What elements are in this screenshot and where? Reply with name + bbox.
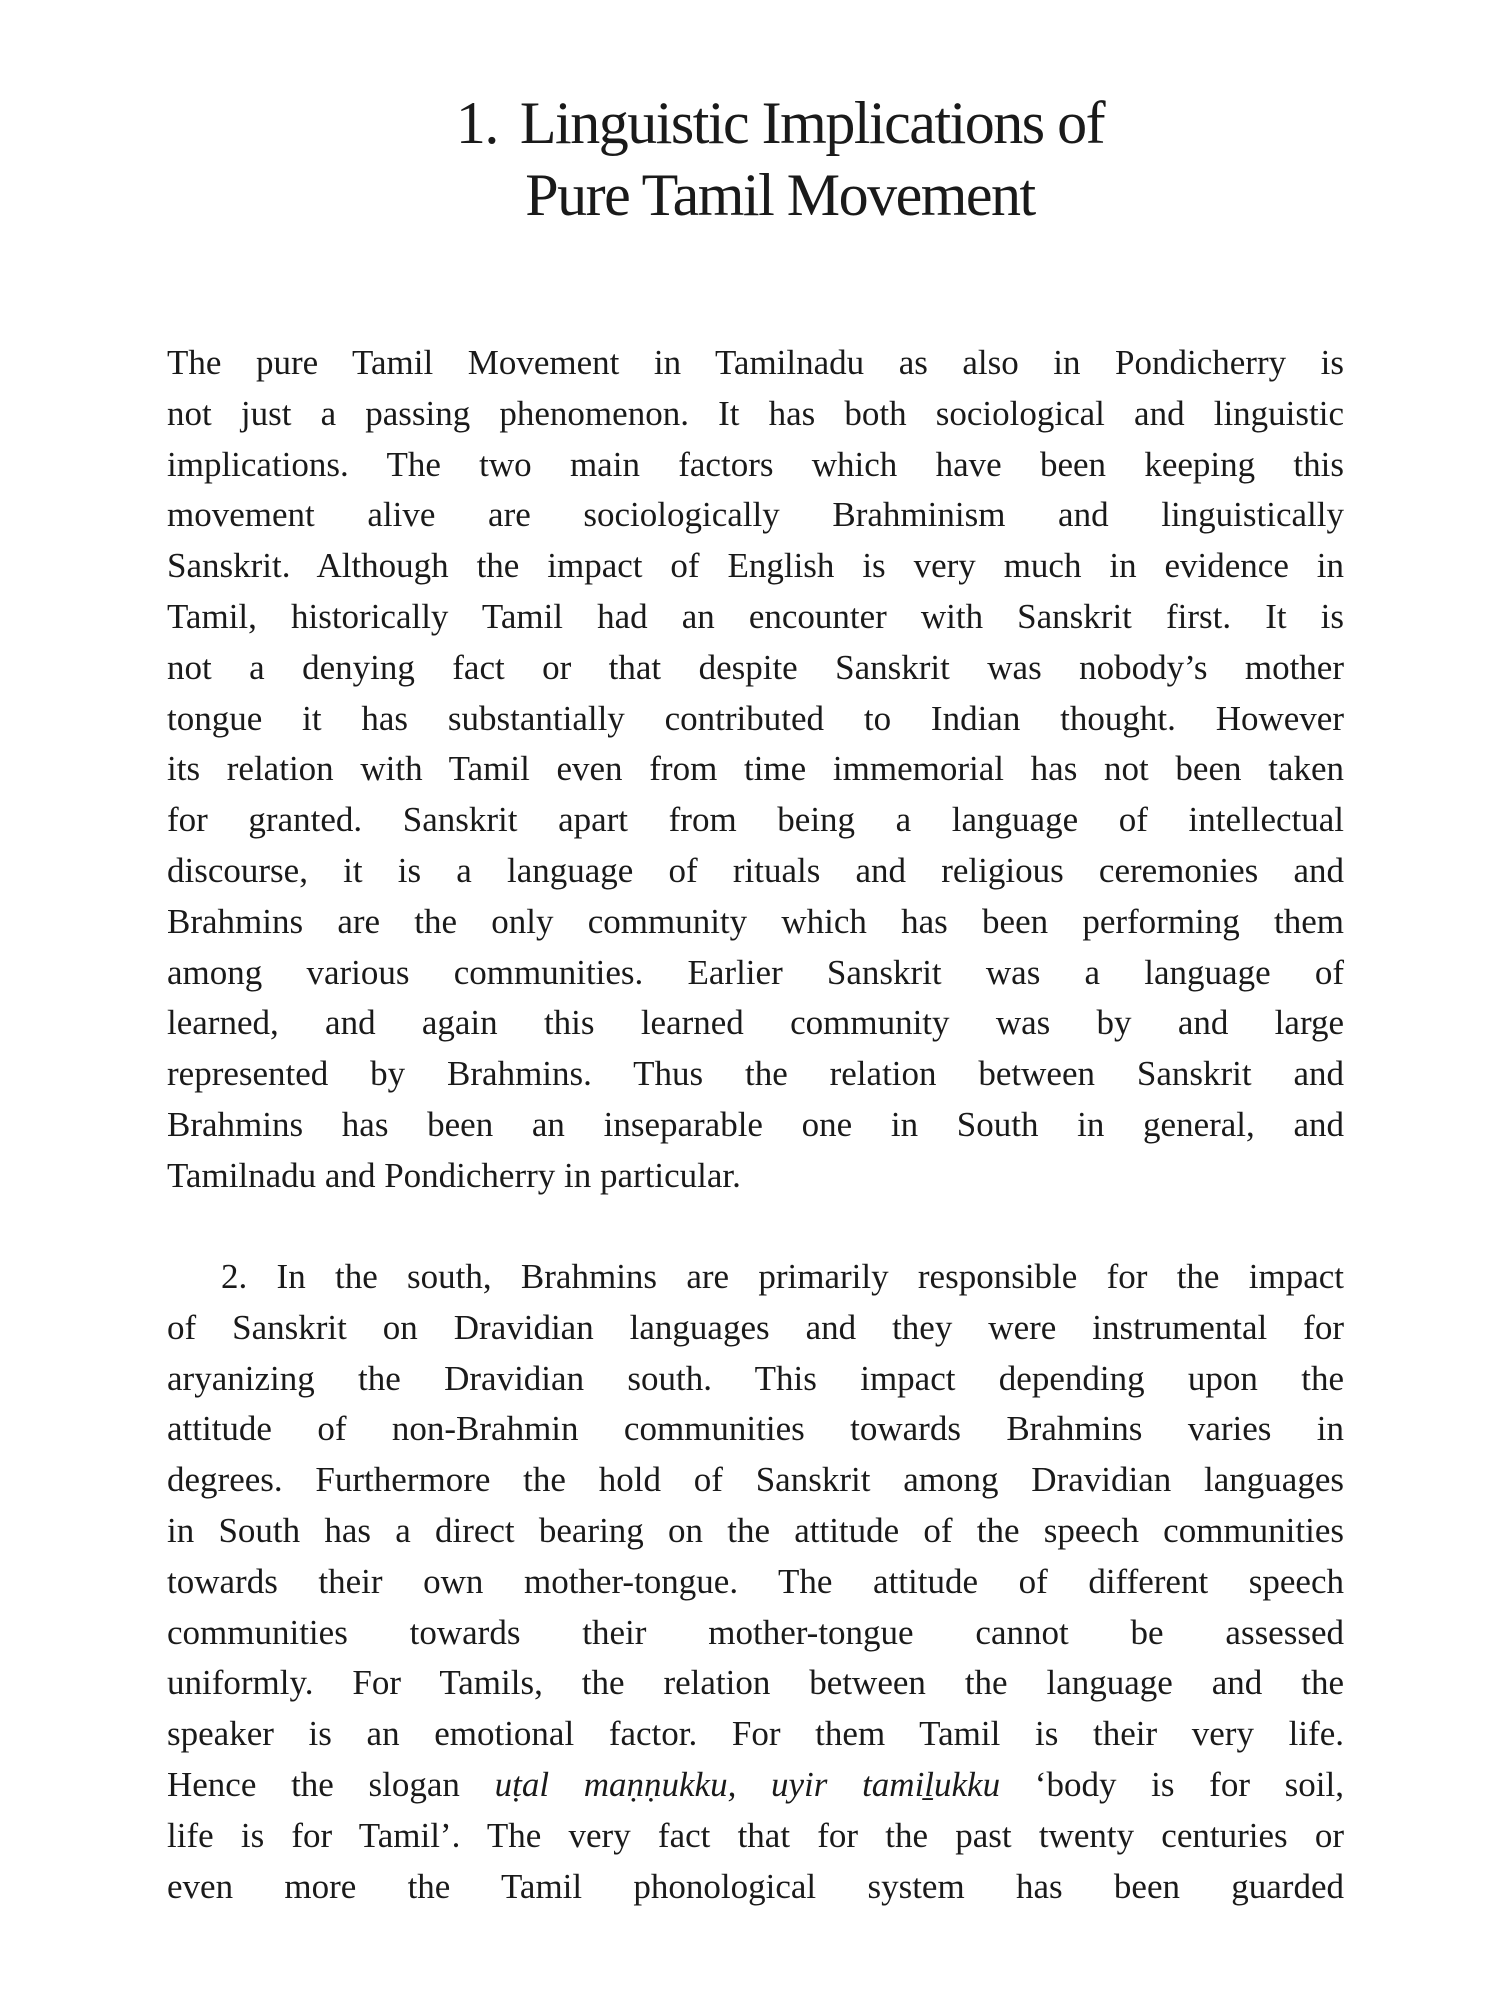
text-line xyxy=(167,1760,1344,1811)
text-line: towards their own mother-tongue. The attitude of different speech xyxy=(167,1561,1344,1601)
chapter-number: 1. xyxy=(455,90,498,156)
text-line: its relation with Tamil even from time immemorial has not been taken xyxy=(167,749,1344,789)
text-line: speaker is an emotional factor. For them Tamil is their very life. xyxy=(167,1714,1344,1754)
text-line: in South has a direct bearing on the attitude of the speech communities xyxy=(167,1510,1344,1550)
text-line: for granted. Sanskrit apart from being a language of intellectual xyxy=(167,800,1344,840)
paragraph-1 xyxy=(167,338,1344,1202)
text-line: not just a passing phenomenon. It has both sociological and linguistic xyxy=(167,393,1344,433)
text-line: aryanizing the Dravidian south. This impact depending upon the xyxy=(167,1358,1344,1398)
text-segment: ‘body is for soil, xyxy=(1000,1764,1344,1804)
text-line: Brahmins has been an inseparable one in South in general, and xyxy=(167,1104,1344,1144)
text-line: of Sanskrit on Dravidian languages and they were instrumental for xyxy=(167,1307,1344,1347)
text-line: learned, and again this learned community was by and large xyxy=(167,1003,1344,1043)
chapter-title-text: Linguistic Implications of xyxy=(519,90,1105,156)
text-line: Brahmins are the only community which has been performing them xyxy=(167,901,1344,941)
text-line: not a denying fact or that despite Sanskrit was nobody’s mother xyxy=(167,647,1344,687)
text-line: Sanskrit. Although the impact of English is very much in evidence in xyxy=(167,546,1344,586)
text-line: among various communities. Earlier Sanskrit was a language of xyxy=(167,952,1344,992)
text-line: Tamil, historically Tamil had an encounter with Sanskrit first. It is xyxy=(167,596,1344,636)
text-line: attitude of non-Brahmin communities towards Brahmins varies in xyxy=(167,1409,1344,1449)
italic-tamil-slogan: uṭal maṇṇukku, uyir tamiḻukku xyxy=(494,1764,1001,1804)
chapter-title-line-2: Pure Tamil Movement xyxy=(525,162,1035,228)
text-segment: Hence the slogan xyxy=(167,1764,495,1804)
text-line: 2. In the south, Brahmins are primarily responsible for the impact xyxy=(221,1257,1344,1296)
text-line: uniformly. For Tamils, the relation between the language and the xyxy=(167,1663,1344,1703)
text-line: discourse, it is a language of rituals and religious ceremonies and xyxy=(167,850,1344,890)
text-line: communities towards their mother-tongue cannot be assessed xyxy=(167,1612,1344,1652)
text-line: Tamilnadu and Pondicherry in particular. xyxy=(167,1155,741,1195)
text-line: life is for Tamil’. The very fact that for the past twenty centuries or xyxy=(167,1815,1344,1855)
text-line: even more the Tamil phonological system has been guarded xyxy=(167,1866,1344,1906)
text-line: movement alive are sociologically Brahminism and linguistically xyxy=(167,495,1344,535)
text-line: represented by Brahmins. Thus the relation between Sanskrit and xyxy=(167,1054,1344,1094)
paragraph-2 xyxy=(167,1252,1344,1912)
text-line: degrees. Furthermore the hold of Sanskrit among Dravidian languages xyxy=(167,1460,1344,1500)
chapter-title-line-1 xyxy=(330,88,1230,158)
text-line: implications. The two main factors which have been keeping this xyxy=(167,444,1344,484)
text-line: tongue it has substantially contributed to Indian thought. However xyxy=(167,698,1344,738)
text-line: The pure Tamil Movement in Tamilnadu as also in Pondicherry is xyxy=(167,343,1344,382)
